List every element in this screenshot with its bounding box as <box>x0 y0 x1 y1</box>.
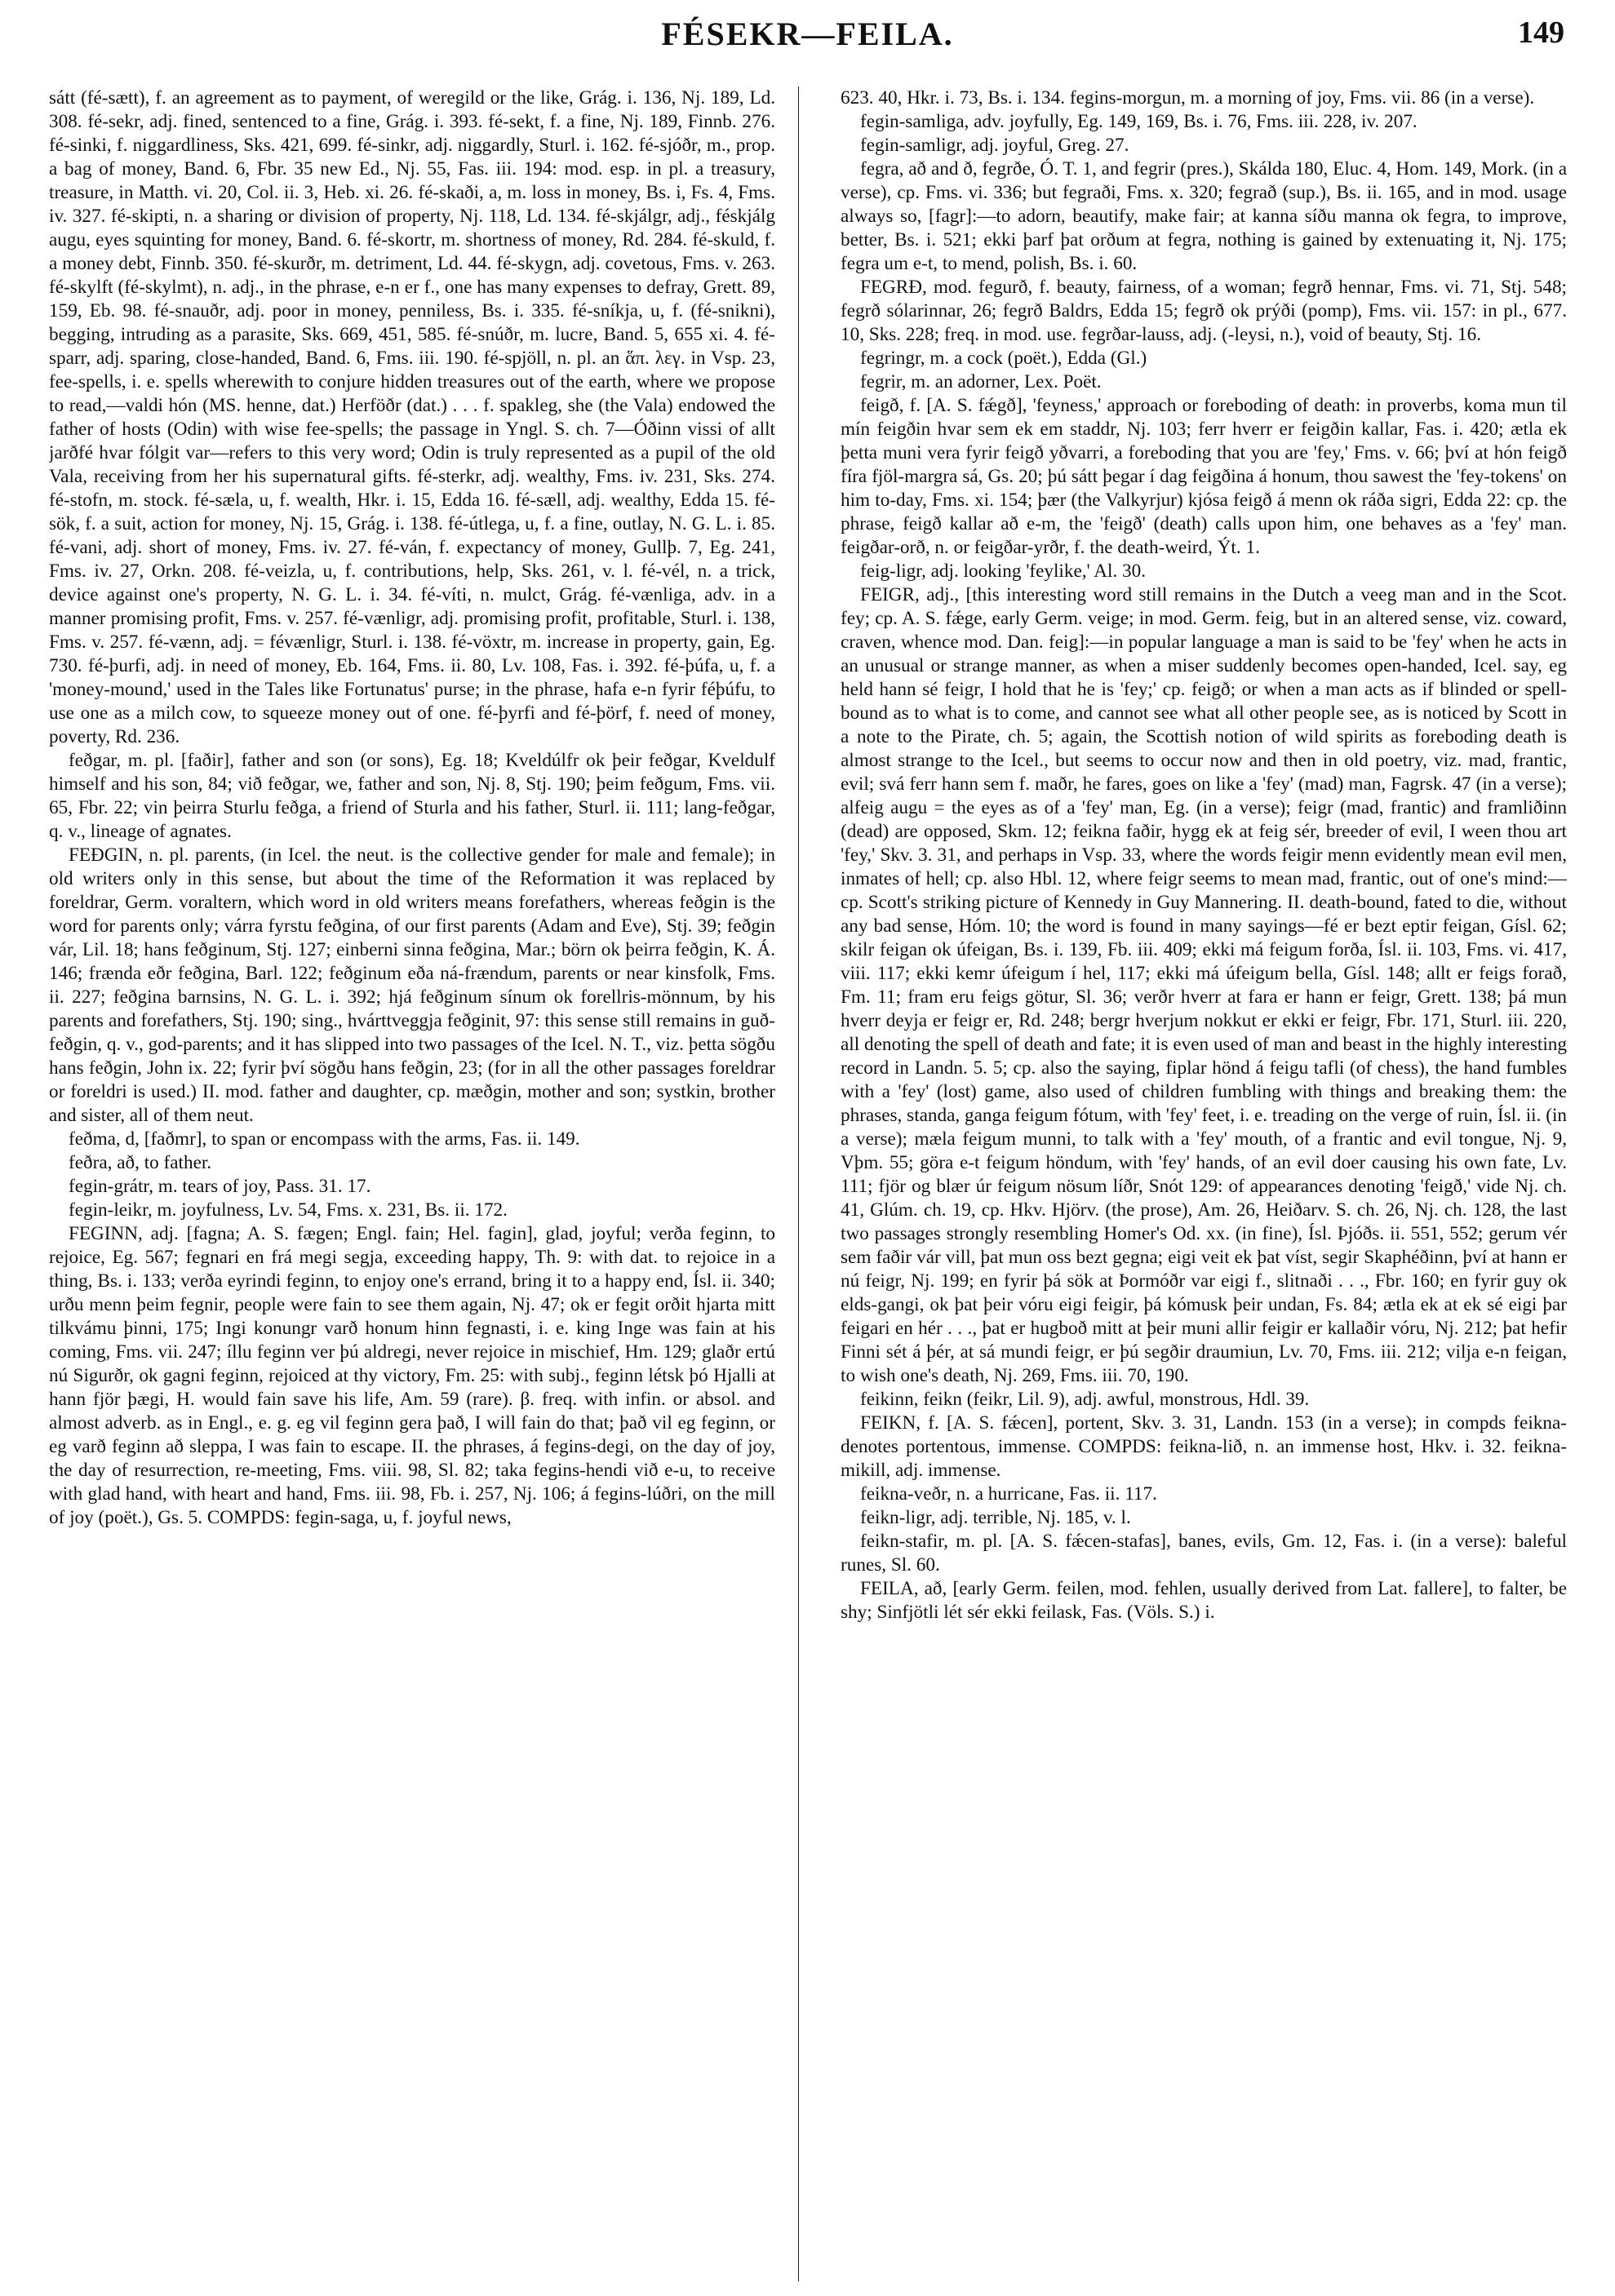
dictionary-entry: FEILA, að, [early Germ. feilen, mod. fehlen, usually derived from Lat. fallere], to falter, be shy; Sinfjötli lét sér ekki feilask, Fas. (Völs. S.) i. <box>841 1578 1567 1623</box>
dictionary-entry: FEIGR, adj., [this interesting word still remains in the Dutch a veeg man and in the Scot. fey; cp. A. S. fǽge, early Germ. veige; in mod. Germ. feig, but in an altered sense, viz. coward, craven, whence mod. Dan. feig]:—in popular language a man is said to be 'fey' when he acts in an unusual or strange manner, as when a miser suddenly becomes open-handed, Icel. say, eg held hann sé feigr, I hold that he is 'fey;' cp. feigð; or when a man acts as if blinded or spell-bound as to what is to come, and cannot see what all other people see, as is noticed by Scott in a note to the Pirate, ch. 5; again, the Scottish notion of wild spirits as foreboding death is almost strange to the Icel., but seems to occur now and then in old poetry, viz. mad, frantic, evil; svá ferr hann sem f. maðr, he fares, goes on like a 'fey' (mad) man, Fagrsk. 47 (in a verse); alfeig augu = the eyes as of a 'fey' man, Eg. (in a verse); feigr (mad, frantic) and framliðinn (dead) are opposed, Skm. 12; feikna faðir, hygg ek at feig sér, breeder of evil, I ween thou art 'fey,' Skv. 3. 31, and perhaps in Vsp. 33, where the words feigir menn evidently mean evil men, inmates of hell; cp. also Hbl. 12, where feigr seems to mean mad, frantic, out of one's mind:—cp. Scott's striking picture of Kennedy in Guy Mannering. II. death-bound, fated to die, without any bad sense, Hóm. 10; the word is found in many sayings—fé er bezt eptir feigan, Gísl. 62; skilr feigan ok úfeigan, Bs. i. 139, Fb. iii. 409; ekki má feigum forða, Ísl. ii. 103, Fms. vi. 417, viii. 117; ekki kemr úfeigum í hel, 117; ekki má úfeigum bella, Gísl. 148; allt er feigs forað, Fm. 11; fram eru feigs götur, Sl. 36; verðr hverr at fara er hann er feigr, Grett. 138; þá mun hverr deyja er feigr er, Rd. 248; bergr hverjum nokkut er ekki er feigr, Fbr. 171, Sturl. iii. 220, all denoting the spell of death and fate; it is even used of man and beast in the highly interesting record in Landn. 5. 5; cp. also the saying, fiplar hönd á feigu tafli (of chess), the hand fumbles with a 'fey' (lost) game, also used of children fumbling with things and breaking them: the phrases, standa, ganga feigum fótum, with 'fey' feet, i. e. treading on the verge of ruin, Ísl. ii. (in a verse); mæla feigum munni, to talk with a 'fey' mouth, of a frantic and evil tongue, Nj. 9, Vþm. 55; göra e-t feigum höndum, with 'fey' hands, of an evil doer causing his own fate, Lv. 111; fjör og blær úr feigum nösum líðr, Snót 129: of appearances denoting 'feigð,' vide Nj. ch. 41, Glúm. ch. 19, cp. Hkv. Hjörv. (the prose), Am. 26, Heiðarv. S. ch. 26, Nj. ch. 128, the last two passages strongly resembling Homer's Od. xx. (in fine), Ísl. Þjóðs. ii. 551, 552; gerum vér sem faðir vár vill, þat mun oss bezt gegna; eigi veit ek þat víst, segir Skaphéðinn, því at hann er nú feigr, Nj. 199; en fyrir þá sök at Þormóðr var eigi f., slitnaði . . ., Fbr. 160; en fyrir guy ok elds-gangi, ok þat þeir vóru eigi feigir, þá kómusk þeir undan, Fs. 84; ætla ek at ek sé eigi þar feigari en hér . . ., þat er hugboð mitt at þeir muni allir feigir er kallaðir vóru, Nj. 212; þat hefir Finni sét á þér, at sá mundi feigr, er þú segðir draumiun, Lv. 70, Fms. iii. 212; vilja e-n feigan, to wish one's death, Nj. 269, Fms. iii. 70, 190. <box>841 584 1567 1386</box>
dictionary-entry: feigð, f. [A. S. fǽgð], 'feyness,' approach or foreboding of death: in proverbs, koma mun til mín feigðin hvar sem ek em staddr, Nj. 103; ferr hverr er feigðin kallar, Fas. i. 420; ætla ek þetta muni vera fyrir feigð yðvarri, a foreboding that you are 'fey,' Fms. v. 66; því at hón feigð fíra fjöl-margra sá, Gs. 20; þú sátt þegar í dag feigðina á honum, thou sawest the 'fey-tokens' on him to-day, Fms. xi. 154; þær (the Valkyrjur) kjósa feigð á menn ok ráða sigri, Edda 22: cp. the phrase, feigð kallar að e-m, the 'feigð' (death) calls upon him, one behaves as a 'fey' man. feigðar-orð, n. or feigðar-yrðr, f. the death-weird, Ýt. 1. <box>841 395 1567 558</box>
dictionary-entry: feikn-stafir, m. pl. [A. S. fǽcen-stafas], banes, evils, Gm. 12, Fas. i. (in a verse): baleful runes, Sl. 60. <box>841 1531 1567 1576</box>
column-divider <box>798 86 799 2281</box>
dictionary-entry: fegin-leikr, m. joyfulness, Lv. 54, Fms. x. 231, Bs. ii. 172. <box>69 1199 508 1221</box>
right-column <box>841 86 1567 2281</box>
dictionary-entry: fegrir, m. an adorner, Lex. Poët. <box>860 371 1102 392</box>
dictionary-entry: 623. 40, Hkr. i. 73, Bs. i. 134. fegins-morgun, m. a morning of joy, Fms. vii. 86 (in a verse). <box>841 87 1535 109</box>
dictionary-entry: feikna-veðr, n. a hurricane, Fas. ii. 117. <box>860 1483 1157 1505</box>
dictionary-entry: feðra, að, to father. <box>69 1152 212 1173</box>
dictionary-entry: FEÐGIN, n. pl. parents, (in Icel. the neut. is the collective gender for male and female); in old writers only in this sense, but about the time of the Reformation it was replaced by foreldrar, Germ. voraltern, which word in old writers means forefathers, whereas feðgin is the word for parents only; várra fyrstu feðgina, of our first parents (Adam and Eve), Stj. 39; feðgin vár, Lil. 18; hans feðginum, Stj. 127; einberni sinna feðgina, Mar.; börn ok þeirra feðgin, K. Á. 146; frænda eðr feðgina, Barl. 122; feðginum eða ná-frændum, parents or near kinsfolk, Fms. ii. 227; feðgina barnsins, N. G. L. i. 392; hjá feðginum sínum ok forellris-mönnum, by his parents and forefathers, Stj. 190; sing., hvárttveggja feðginit, 97: this sense still remains in guð-feðgin, q. v., god-parents; and it has slipped into two passages of the Icel. N. T., viz. þetta sögðu hans feðgin, John ix. 22; fyrir því sögðu hans feðgin, 23; (for in all the other passages foreldrar or foreldri is used.) II. mod. father and daughter, cp. mæðgin, mother and son; systkin, brother and sister, all of them neut. <box>49 844 775 1126</box>
dictionary-entry: sátt (fé-sætt), f. an agreement as to payment, of weregild or the like, Grág. i. 136, Nj. 189, Ld. 308. fé-sekr, adj. fined, sentenced to a fine, Grág. i. 393. fé-sekt, f. a fine, Nj. 189, Finnb. 276. fé-sinki, f. niggardliness, Sks. 421, 699. fé-sinkr, adj. niggardly, Sturl. i. 162. fé-sjóðr, m., prop. a bag of money, Band. 6, Fbr. 35 new Ed., Nj. 55, Fas. iii. 194: mod. esp. in pl. a treasury, treasure, in Matth. vi. 20, Col. ii. 3, Heb. xi. 26. fé-skaði, a, m. loss in money, Bs. i, Fs. 4, Fms. iv. 327. fé-skipti, n. a sharing or division of property, Nj. 118, Ld. 134. fé-skjálgr, adj., féskjálg augu, eyes squinting for money, Band. 6. fé-skortr, m. shortness of money, Rd. 284. fé-skuld, f. a money debt, Finnb. 350. fé-skurðr, m. detriment, Ld. 44. fé-skygn, adj. covetous, Fms. v. 263. fé-skylft (fé-skylmt), n. adj., in the phrase, e-n er f., one has many expenses to defray, Grett. 89, 159, Eb. 98. fé-snauðr, adj. poor in money, penniless, Bs. i. 335. fé-sníkja, u, f. (fé-snikni), begging, intruding as a parasite, Sks. 669, 451, 585. fé-snúðr, m. lucre, Band. 5, 655 xi. 4. fé-sparr, adj. sparing, close-handed, Band. 6, Fms. iii. 190. fé-spjöll, n. pl. an ἅπ. λεγ. in Vsp. 23, fee-spells, i. e. spells wherewith to conjure hidden treasures out of the earth, where we propose to read,—valdi hón (MS. henne, dat.) Herföðr (dat.) . . . f. spakleg, she (the Vala) endowed the father of hosts (Odin) with wise fee-spells; the passage in Yngl. S. ch. 7—Óðinn vissi of allt jarðfé hvar fólgit var—refers to this very word; Odin is truly represented as a pupil of the old Vala, receiving from her his supernatural gifts. fé-sterkr, adj. wealthy, Fms. iv. 231, Sks. 274. fé-stofn, m. stock. fé-sæla, u, f. wealth, Hkr. i. 15, Edda 16. fé-sæll, adj. wealthy, Edda 15. fé-sök, f. a suit, action for money, Nj. 15, Grág. i. 138. fé-útlega, u, f. a fine, outlay, N. G. L. i. 85. fé-vani, adj. short of money, Fms. iv. 27. fé-ván, f. expectancy of money, Gullþ. 7, Eg. 241, Fms. iv. 27, Orkn. 208. fé-veizla, u, f. contributions, help, Sks. 261, v. l. fé-vél, n. a trick, device against one's property, N. G. L. i. 34. fé-víti, n. mulct, Grág. fé-vænliga, adv. in a manner promising profit, Fms. v. 257. fé-vænligr, adj. promising profit, profitable, Sturl. i. 138, Fms. v. 257. fé-vænn, adj. = févænligr, Sturl. i. 138. fé-vöxtr, m. increase in property, gain, Eg. 730. fé-þurfi, adj. in need of money, Eb. 164, Fms. ii. 80, Lv. 108, Fas. i. 392. fé-þúfa, u, f. a 'money-mound,' used in the Tales like Fortunatus' purse; in the phrase, hafa e-n fyrir féþúfu, to use one as a milch cow, to squeeze money out of one. fé-þyrfi and fé-þörf, f. need of money, poverty, Rd. 236. <box>49 87 775 747</box>
page-header <box>0 15 1615 64</box>
dictionary-entry: feðma, d, [faðmr], to span or encompass with the arms, Fas. ii. 149. <box>69 1128 580 1150</box>
dictionary-entry: feðgar, m. pl. [faðir], father and son (or sons), Eg. 18; Kveldúlfr ok þeir feðgar, Kveldulf himself and his son, 84; við feðgar, we, father and son, Nj. 8, Stj. 190; þeim feðgum, Fms. vii. 65, Fbr. 22; vin þeirra Sturlu feðga, a friend of Sturla and his father, Sturl. ii. 111; lang-feðgar, q. v., lineage of agnates. <box>49 750 775 842</box>
page-number: 149 <box>1518 16 1564 50</box>
dictionary-entry: fegin-samliga, adv. joyfully, Eg. 149, 169, Bs. i. 76, Fms. iii. 228, iv. 207. <box>860 111 1418 132</box>
dictionary-entry: FEGRÐ, mod. fegurð, f. beauty, fairness, of a woman; fegrð hennar, Fms. vi. 71, Stj. 548; fegrð sólarinnar, 26; fegrð Baldrs, Edda 15; fegrð ok prýði (pomp), Fms. vii. 157: in pl., 677. 10, Sks. 228; freq. in mod. use. fegrðar-lauss, adj. (-leysi, n.), void of beauty, Stj. 16. <box>841 277 1567 345</box>
dictionary-entry: FEIKN, f. [A. S. fǽcen], portent, Skv. 3. 31, Landn. 153 (in a verse); in compds feikna- denotes portentous, immense. COMPDS: feikna-lið, n. an immense host, Hkv. i. 32. feikna-mikill, adj. immense. <box>841 1412 1567 1481</box>
dictionary-entry: fegin-samligr, adj. joyful, Greg. 27. <box>860 135 1129 156</box>
dictionary-entry: fegra, að and ð, fegrðe, Ó. T. 1, and fegrir (pres.), Skálda 180, Eluc. 4, Hom. 149, Mork. (in a verse), cp. Fms. vi. 336; but fegraði, Fms. x. 320; fegrað (sup.), Bs. ii. 165, and in mod. usage always so, [fagr]:—to adorn, beautify, make fair; at kanna síðu manna ok fegra, to improve, better, Bs. i. 521; ekki þarf þat orðum at fegra, nothing is gained by extenuating it, Nj. 175; fegra um e-t, to mend, polish, Bs. i. 60. <box>841 158 1567 274</box>
dictionary-entry: fegringr, m. a cock (poët.), Edda (Gl.) <box>860 348 1147 369</box>
dictionary-entry: feikinn, feikn (feikr, Lil. 9), adj. awful, monstrous, Hdl. 39. <box>860 1389 1310 1410</box>
dictionary-entry: feig-ligr, adj. looking 'feylike,' Al. 30. <box>860 561 1147 582</box>
running-head: FÉSEKR—FEILA. <box>661 16 954 52</box>
left-column <box>49 86 775 2281</box>
dictionary-entry: feikn-ligr, adj. terrible, Nj. 185, v. l. <box>860 1507 1131 1528</box>
dictionary-entry: FEGINN, adj. [fagna; A. S. fægen; Engl. fain; Hel. fagin], glad, joyful; verða feginn, to rejoice, Eg. 567; fegnari en frá megi segja, exceeding happy, Th. 9: with dat. to rejoice in a thing, Bs. i. 133; verða eyrindi feginn, to enjoy one's errand, bring it to a happy end, Ísl. ii. 340; urðu menn þeim fegnir, people were fain to see them again, Nj. 47; ok er fegit orðit hjarta mitt tilkvámu þinni, 175; Ingi konungr varð honum hinn fegnasti, i. e. king Inge was fain at his coming, Fms. vii. 247; íllu feginn ver þú aldregi, never rejoice in mischief, Hm. 129; glaðr ertú nú Sigurðr, ok gagni feginn, rejoiced at thy victory, Fm. 25: with subj., feginn létsk þó Hjalli at hann fjör þægi, H. would fain save his life, Am. 59 (rare). β. freq. with infin. or absol. and almost adverb. as in Engl., e. g. eg vil feginn gera það, I will fain do that; það vil eg feginn, or eg varð feginn að sleppa, I was fain to escape. II. the phrases, á fegins-degi, on the day of joy, the day of resurrection, re-meeting, Fms. viii. 98, Sl. 82; taka fegins-hendi við e-u, to receive with glad hand, with heart and hand, Fms. iii. 98, Fb. i. 257, Nj. 106; á fegins-lúðri, on the mill of joy (poët.), Gs. 5. COMPDS: fegin-saga, u, f. joyful news, <box>49 1223 775 1528</box>
dictionary-entry: fegin-grátr, m. tears of joy, Pass. 31. 17. <box>69 1176 371 1197</box>
